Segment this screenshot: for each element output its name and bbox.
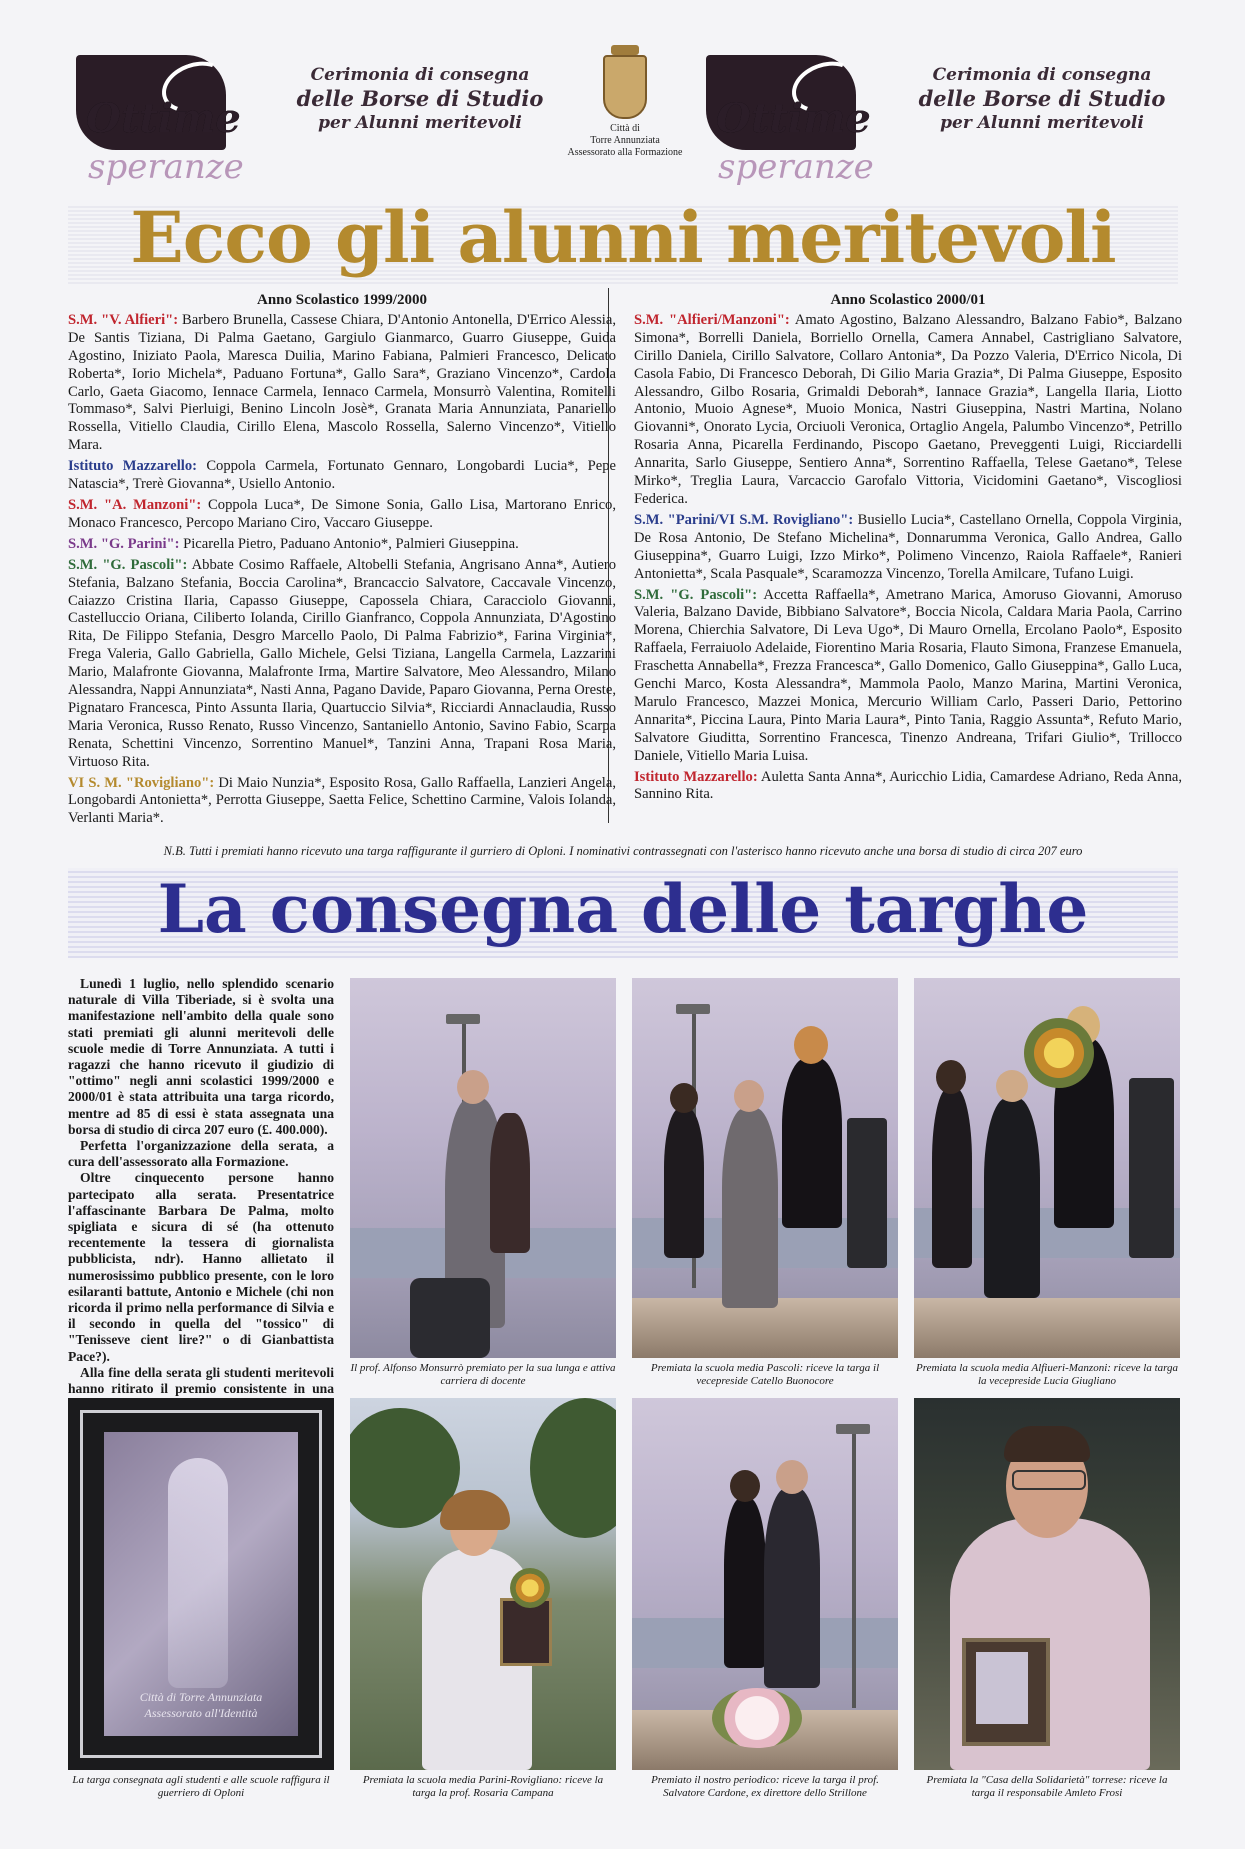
article-paragraph: Oltre cinquecento persone hanno partecipato alla serata. Presentatrice l'affascinante Barbara De Palma, molto spigliata e sicura di sé (ha ottenuto recentemente la tessera di giornalista pubblicista, ndr). Hanno allietato il numerosissimo pubblico presente, con le loro esilaranti battute, Antonio e Michele (chi non ricorda il primo nella performance di Silvia e il secondo in quella del "tossico" di "Tenisseve cient lire?" o di Gianbattista Pace?). — [68, 1170, 334, 1364]
school-entry — [634, 312, 1182, 509]
school-name: Istituto Mazzarello: — [68, 458, 197, 475]
photo-caption: Premiata la scuola media Alfiueri-Manzoni: riceve la targa la vecepreside Lucia Giugliano — [915, 1362, 1179, 1387]
school-entry — [68, 312, 616, 455]
ceremony-line2: delle Borse di Studio — [918, 86, 1166, 112]
school-entry — [68, 775, 616, 829]
student-names: Coppola Luca*, De Simone Sonia, Gallo Lisa, Martorano Enrico, Monaco Francesco, Percopo Mariano Ciro, Vaccaro Giuseppe. — [68, 496, 616, 531]
logo-speranze-text: speranze — [718, 147, 874, 187]
photo-caption: Premiata la scuola media Pascoli: riceve la targa il vecepreside Catello Buonocore — [650, 1362, 880, 1387]
ceremony-line3: per Alunni meritevoli — [940, 112, 1144, 133]
school-entry — [68, 557, 616, 772]
student-names: Coppola Carmela, Fortunato Gennaro, Longobardi Lucia*, Pepe Natascia*, Trerè Giovanna*, Usiello Antonio. — [68, 458, 616, 493]
student-names: Busiello Lucia*, Castellano Ornella, Coppola Virginia, De Rosa Antonio, De Stefano Michelina*, Donnarumma Veronica, Gallo Andrea, Gallo Giuseppina*, Guarro Luigi, Izzo Mirko*, Polimeno Vincenzo, Raiola Raffaele*, Ranieri Antonietta*, Scala Pasquale*, Scaramozza Vincenzo, Torella Amilcare, Tufano Luigi. — [634, 511, 1182, 582]
crest-line3: Assessorato alla Formazione — [567, 147, 683, 158]
column-2000-01 — [634, 292, 1182, 807]
student-names: Abbate Cosimo Raffaele, Altobelli Stefania, Angrisano Anna*, Autiero Stefania, Balzano Stefania, Boccia Carolina*, Brancaccio Salvatore, Caccavale Vincenzo, Caiazzo Cristina Ilaria, Capasso Giuseppe, Capossela Chiara, Caracciolo Giovanni, Castelluccio Oriana, Ciliberto Iolanda, Cirillo Gianfranco, Coppola Annunziata, D'Agostino Rita, De Filippo Stefania, Desgro Marcello Paolo, Di Palma Fabrizio*, Farina Virginia*, Frega Valeria, Gallo Gabriella, Gallo Michele, Gelsi Tiziana, Langella Carmela, Lazzarini Mario, Malafronte Giovanna, Malafronte Irma, Martire Salvatore, Meo Alessandro, Milano Alessandra, Nappi Annunziata*, Nasti Anna, Pagano Davide, Paparo Giovanna, Perna Oreste, Pignataro Francesca, Pinto Assunta Ilaria, Quartuccio Silvia*, Ricciardi Annaclaudia, Russo Maria Veronica, Russo Renato, Russo Vincenzo, Santaniello Antonio, Savino Fabio, Scarpa Renata, Schettini Vincenzo, Sorrentino Manuel*, Tanzini Anna, Trapani Rosa Maria, Virtuoso Rita. — [68, 556, 617, 770]
school-name: S.M. "A. Manzoni": — [68, 496, 202, 513]
photo-plaque — [68, 1398, 334, 1770]
school-entry — [68, 497, 616, 533]
student-names: Picarella Pietro, Paduano Antonio*, Palmieri Giuseppina. — [179, 535, 519, 552]
column-1999-2000 — [68, 292, 616, 831]
article-paragraph: Lunedì 1 luglio, nello splendido scenario naturale di Villa Tiberiade, si è svolta una manifestazione nell'ambito della quale sono stati premiati gli alunni meritevoli delle scuole medie di Torre Annunziata. A tutti i ragazzi che hanno ricevuto il giudizio di "ottimo" negli anni scolastici 1999/2000 e 2000/01 è stata attribuita una targa ricordo, mentre ad 85 di essi è stata assegnata una borsa di studio di circa 207 euro (£. 400.000). — [68, 976, 334, 1137]
photo-caption: Premiata la scuola media Parini-Rovigliano: riceve la targa la prof. Rosaria Campana — [362, 1774, 604, 1799]
article-paragraph: Alla fine della serata gli studenti meritevoli hanno ritirato il premio consistente in una — [68, 1364, 334, 1397]
student-names: Accetta Raffaella*, Ametrano Marica, Amoruso Giovanni, Amoruso Valeria, Balzano Davide, Bibbiano Salvatore*, Boccia Nicola, Caldara Maria Paola, Carrino Morena, Chierchia Salvatore, Di Leva Ugo*, Di Mauro Ornella, Ercolano Paolo*, Esposito Raffaela, Ferraiuolo Adelaide, Fiorentino Maria Rosaria, Flauto Simona, Franzese Emanuela, Fraschetta Annabella*, Frezza Francesca*, Gallo Domenico, Gallo Giuseppina*, Gallo Luca, Genchi Marco, Kosta Alessandra*, Mammola Paolo, Manzo Marina, Martini Veronica, Marulo Francesco, Mazzei Monica, Mercurio William Carlo, Passeri Dario, Pettorino Annarita*, Piccina Laura, Pinto Maria Laura*, Pinto Tania, Raggio Assunta*, Refuto Mario, Salvatore Giuditta, Sorrentino Francesca, Tinenzo Andreana, Trifari Giulio*, Trillocco Daniele, Vitiello Maria Luisa. — [634, 586, 1182, 764]
logo-right — [696, 55, 916, 195]
section-title-plaques: La consegna delle targhe — [157, 870, 1089, 948]
school-name: S.M. "G. Pascoli": — [68, 556, 188, 573]
crest-line2: Torre Annunziata — [590, 135, 660, 146]
photo-monsurro — [350, 978, 616, 1358]
logo-left — [66, 55, 286, 195]
student-names: Di Maio Nunzia*, Esposito Rosa, Gallo Raffaella, Lanzieri Angela, Longobardi Antonietta*, Perrotta Giuseppe, Saetta Felice, Schettino Carmine, Valois Iolanda, Verlanti Maria*. — [68, 774, 616, 827]
ceremony-line3: per Alunni meritevoli — [318, 112, 522, 133]
photo-caption: Premiato il nostro periodico: riceve la targa il prof. Salvatore Cardone, ex direttore dello Strillone — [651, 1774, 879, 1799]
photo-pascoli — [632, 978, 898, 1358]
photo-parini-rovigliano — [350, 1398, 616, 1770]
article-paragraph: Perfetta l'organizzazione della serata, a cura dell'assessorato alla Formazione. — [68, 1138, 334, 1170]
school-name: S.M. "G. Pascoli": — [634, 586, 758, 603]
logo-ottime-text: Ottime — [86, 95, 241, 142]
photo-periodico — [632, 1398, 898, 1770]
ceremony-line1: Cerimonia di consegna — [310, 65, 530, 85]
student-names: Barbero Brunella, Cassese Chiara, D'Antonio Antonella, D'Errico Alessia, De Santis Tiziana, Di Palma Gaetano, Gargiulo Gianmarco, Guarro Giuseppe, Guida Agostino, Iniziato Paola, Maresca Duilia, Marino Fabiana, Palmieri Francesco, Delicato Roberta*, Iorio Michela*, Paduano Fortuna*, Gallo Sara*, Graziano Vincenzo*, Cardola Carlo, Gaeta Giacomo, Iennace Carmela, Iennaco Carmela, Monsurrò Valentina, Romitelli Tommaso*, Salvi Pierluigi, Benino Lincoln Josè*, Granata Maria Annunziata, Panariello Rossella, Vitiello Claudia, Cirillo Elena, Mascolo Rossella, Salerno Vincenzo*, Vitiello Mara. — [68, 311, 616, 454]
photo-caption: La targa consegnata agli studenti e alle scuole raffigura il guerriero di Oploni — [72, 1774, 330, 1799]
footnote: N.B. Tutti i premiati hanno ricevuto una targa raffigurante il gurriero di Oploni. I nominativi contrassegnati con l'asterisco hanno ricevuto anche una borsa di studio di circa 207 euro — [163, 844, 1083, 858]
school-entry — [634, 769, 1182, 805]
school-name: Istituto Mazzarello: — [634, 768, 758, 785]
ceremony-line1: Cerimonia di consegna — [932, 65, 1152, 85]
school-entry — [68, 536, 616, 554]
section-title-students: Ecco gli alunni meritevoli — [130, 196, 1116, 279]
crest-line1: Città di — [610, 123, 640, 134]
year-heading: Anno Scolastico 1999/2000 — [256, 292, 427, 308]
school-name: S.M. "G. Parini": — [68, 535, 180, 552]
city-crest — [567, 55, 683, 159]
school-name: S.M. "Alfieri/Manzoni": — [634, 311, 790, 328]
photo-caption: Il prof. Alfonso Monsurrò premiato per la sua lunga e attiva carriera di docente — [350, 1362, 616, 1387]
ceremony-title-left — [290, 65, 550, 134]
school-name: VI S. M. "Rovigliano": — [68, 774, 215, 791]
student-names: Amato Agostino, Balzano Alessandro, Balzano Fabio*, Balzano Simona*, Borrelli Daniela, Borriello Ornella, Camera Annabel, Castrigliano Salvatore, Cirillo Daniela, Cirillo Salvatore, Collaro Antonia*, Da Pozzo Valeria, D'Errico Nicola, Di Casola Fabio, Di Francesco Deborah, Di Gilio Maria Grazia*, Di Palma Giuseppe, Esposito Alessandro, Gilbo Rosaria, Grimaldi Deborah*, Iannace Grazia*, Langella Ilaria, Liotto Antonio, Muoio Agnese*, Muoio Monica, Nastri Giuseppina, Nastri Martina, Nolano Giovanni*, Onorato Lycia, Orciuoli Veronica, Ortaglio Angela, Palumbo Vincenzo*, Petrillo Rosaria Anna, Picarella Ferdinando, Piscopo Gaetano, Preveggenti Luigi, Ricciardelli Annarita, Sarlo Giuseppe, Sentiero Anna*, Sorrentino Raffaella, Telese Gaetano*, Telese Mirko*, Treglia Laura, Varcaccio Garofalo Vittoria, Vicidomini Gaetano*, Viscogliosi Federica. — [634, 311, 1182, 507]
photo-caption: Premiata la "Casa della Solidarietà" torrese: riceve la targa il responsabile Amleto Frosi — [926, 1774, 1168, 1799]
plaque-text-city: Città di Torre Annunziata — [139, 1690, 263, 1704]
logo-ottime-text: Ottime — [716, 95, 871, 142]
school-entry — [634, 512, 1182, 584]
school-name: S.M. "V. Alfieri": — [68, 311, 179, 328]
school-entry — [68, 458, 616, 494]
school-name: S.M. "Parini/VI S.M. Rovigliano": — [634, 511, 854, 528]
photo-alfieri-manzoni — [914, 978, 1180, 1358]
school-entry — [634, 587, 1182, 766]
logo-speranze-text: speranze — [88, 147, 244, 187]
ceremony-title-right — [912, 65, 1172, 134]
year-heading: Anno Scolastico 2000/01 — [830, 292, 986, 308]
crest-icon — [603, 55, 647, 119]
ceremony-line2: delle Borse di Studio — [296, 86, 544, 112]
crest-caption — [555, 123, 695, 159]
plaque-text-office: Assessorato all'Identità — [144, 1706, 258, 1720]
photo-casa-solidarieta — [914, 1398, 1180, 1770]
student-names: Auletta Santa Anna*, Auricchio Lidia, Camardese Adriano, Reda Anna, Sannino Rita. — [634, 768, 1182, 803]
